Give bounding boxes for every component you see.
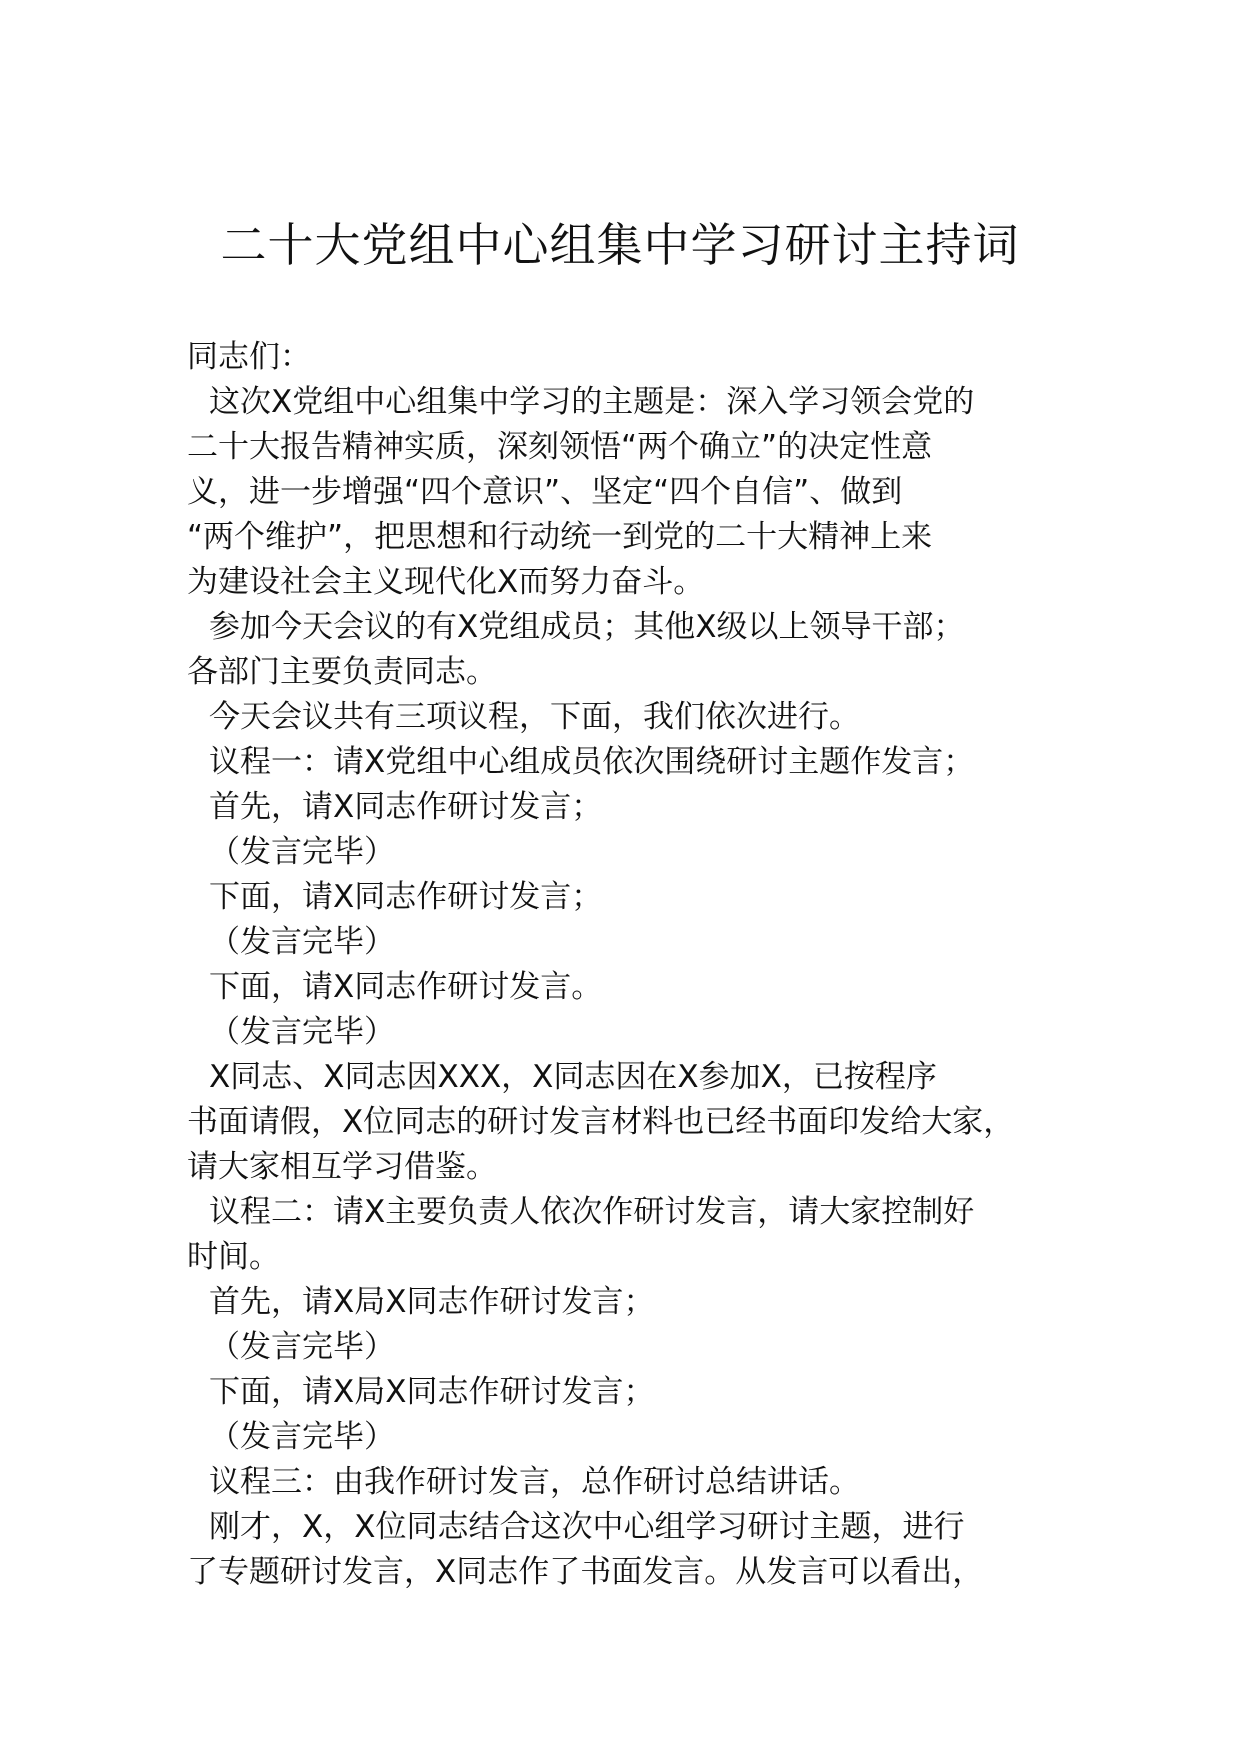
text-line: 下面，请X局X同志作研讨发言；: [209, 1374, 655, 1410]
text-line: （发言完毕）: [209, 1014, 395, 1050]
text-line: 了专题研讨发言，X同志作了书面发言。从发言可以看出，: [187, 1554, 984, 1590]
text-line: 议程一：请X党组中心组成员依次围绕研讨主题作发言；: [209, 744, 975, 780]
text-line: 参加今天会议的有X党组成员；其他X级以上领导干部；: [209, 609, 965, 645]
text-line: （发言完毕）: [209, 834, 395, 870]
document-title: 二十大党组中心组集中学习研讨主持词: [220, 218, 1020, 272]
text-line: 为建设社会主义现代化X而努力奋斗。: [187, 564, 705, 600]
text-line: 议程二：请X主要负责人依次作研讨发言，请大家控制好: [209, 1194, 975, 1230]
text-line: 下面，请X同志作研讨发言；: [209, 879, 603, 915]
text-line: X同志、X同志因XXX，X同志因在X参加X，已按程序: [209, 1059, 937, 1095]
text-line: 这次X党组中心组集中学习的主题是：深入学习领会党的: [209, 384, 975, 420]
text-line: 首先，请X同志作研讨发言；: [209, 789, 603, 825]
text-line: “两个维护”，把思想和行动统一到党的二十大精神上来: [187, 519, 933, 555]
text-line: 议程三：由我作研讨发言，总作研讨总结讲话。: [209, 1464, 860, 1500]
text-line: 义，进一步增强“四个意识”、坚定“四个自信”、做到: [187, 474, 903, 510]
text-line: 今天会议共有三项议程，下面，我们依次进行。: [209, 699, 860, 735]
text-line: （发言完毕）: [209, 1419, 395, 1455]
text-line: 刚才，X，X位同志结合这次中心组学习研讨主题，进行: [209, 1509, 965, 1545]
text-line: （发言完毕）: [209, 1329, 395, 1365]
text-line: 时间。: [187, 1239, 280, 1275]
text-line: （发言完毕）: [209, 924, 395, 960]
text-line: 首先，请X局X同志作研讨发言；: [209, 1284, 655, 1320]
text-line: 书面请假，X位同志的研讨发言材料也已经书面印发给大家，: [187, 1104, 1015, 1140]
text-line: 同志们：: [187, 339, 311, 375]
document-body: [187, 335, 1087, 1595]
text-line: 下面，请X同志作研讨发言。: [209, 969, 603, 1005]
text-line: 各部门主要负责同志。: [187, 654, 497, 690]
text-line: 请大家相互学习借鉴。: [187, 1149, 497, 1185]
text-line: 二十大报告精神实质，深刻领悟“两个确立”的决定性意: [187, 429, 933, 465]
